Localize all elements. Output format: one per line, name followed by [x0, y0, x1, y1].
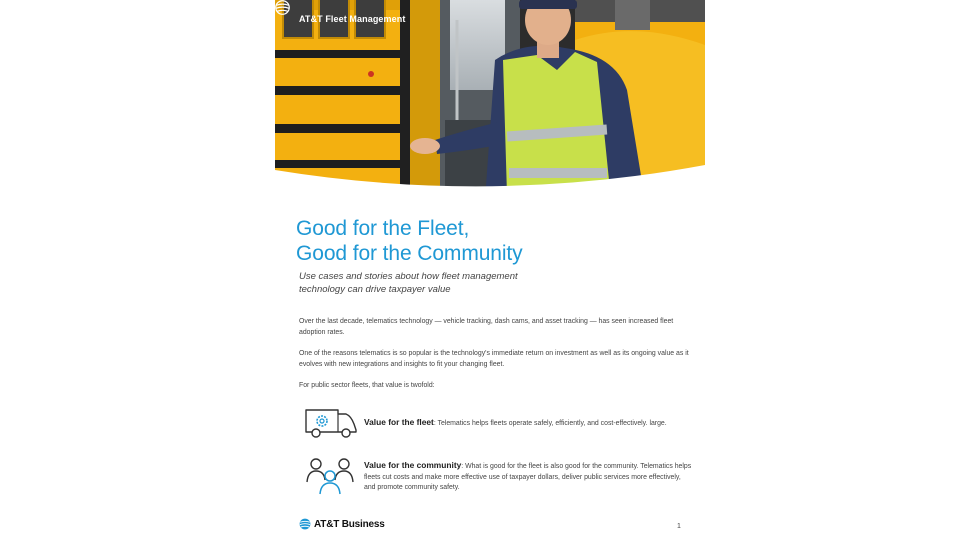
body-paragraph-1: Over the last decade, telematics technology — vehicle tracking, dash cams, and asset tracking — has seen increased fleet adoption rates.	[299, 318, 674, 336]
hero-photo	[275, 0, 705, 200]
value-for-fleet-text: : Telematics helps fleets operate safely, efficiently, and cost-effectively. large.	[433, 420, 667, 427]
body-paragraph-3: For public sector fleets, that value is twofold:	[299, 382, 435, 389]
body-paragraph-2: One of the reasons telematics is so popular is the technology's immediate return on investment as well as its ongoing value as it evolves with new integrations and insights to fit your changing fleet.	[299, 350, 689, 368]
van-gear-icon	[304, 406, 358, 438]
footer-brand-logo	[299, 518, 385, 530]
value-for-community	[364, 460, 694, 494]
page-title	[296, 216, 686, 266]
page-title-line-1: Good for the Fleet,	[296, 217, 470, 240]
community-people-icon	[306, 456, 356, 496]
school-bus-driver-photo	[275, 0, 705, 200]
value-for-community-heading: Value for the community	[364, 460, 462, 470]
value-for-community-text: : What is good for the fleet is also good for the community. Telematics helps fleets cut costs and make more effective use of taxpayer dollars, deliver public services more effectively, and promote community safety.	[364, 463, 692, 491]
value-for-fleet-heading: Value for the fleet	[364, 417, 434, 427]
page-number: 1	[677, 523, 681, 530]
page-title-line-2: Good for the Community	[296, 242, 523, 265]
footer-brand-text: AT&T Business	[314, 518, 385, 530]
att-globe-icon	[299, 518, 311, 530]
page-subtitle-line-1: Use cases and stories about how fleet management	[299, 271, 518, 282]
page-subtitle	[299, 270, 599, 296]
document-page	[275, 0, 705, 552]
att-globe-icon	[275, 0, 290, 15]
hero-label: AT&T Fleet Management	[299, 14, 406, 24]
page-subtitle-line-2: technology can drive taxpayer value	[299, 284, 451, 295]
value-for-fleet	[364, 417, 694, 430]
